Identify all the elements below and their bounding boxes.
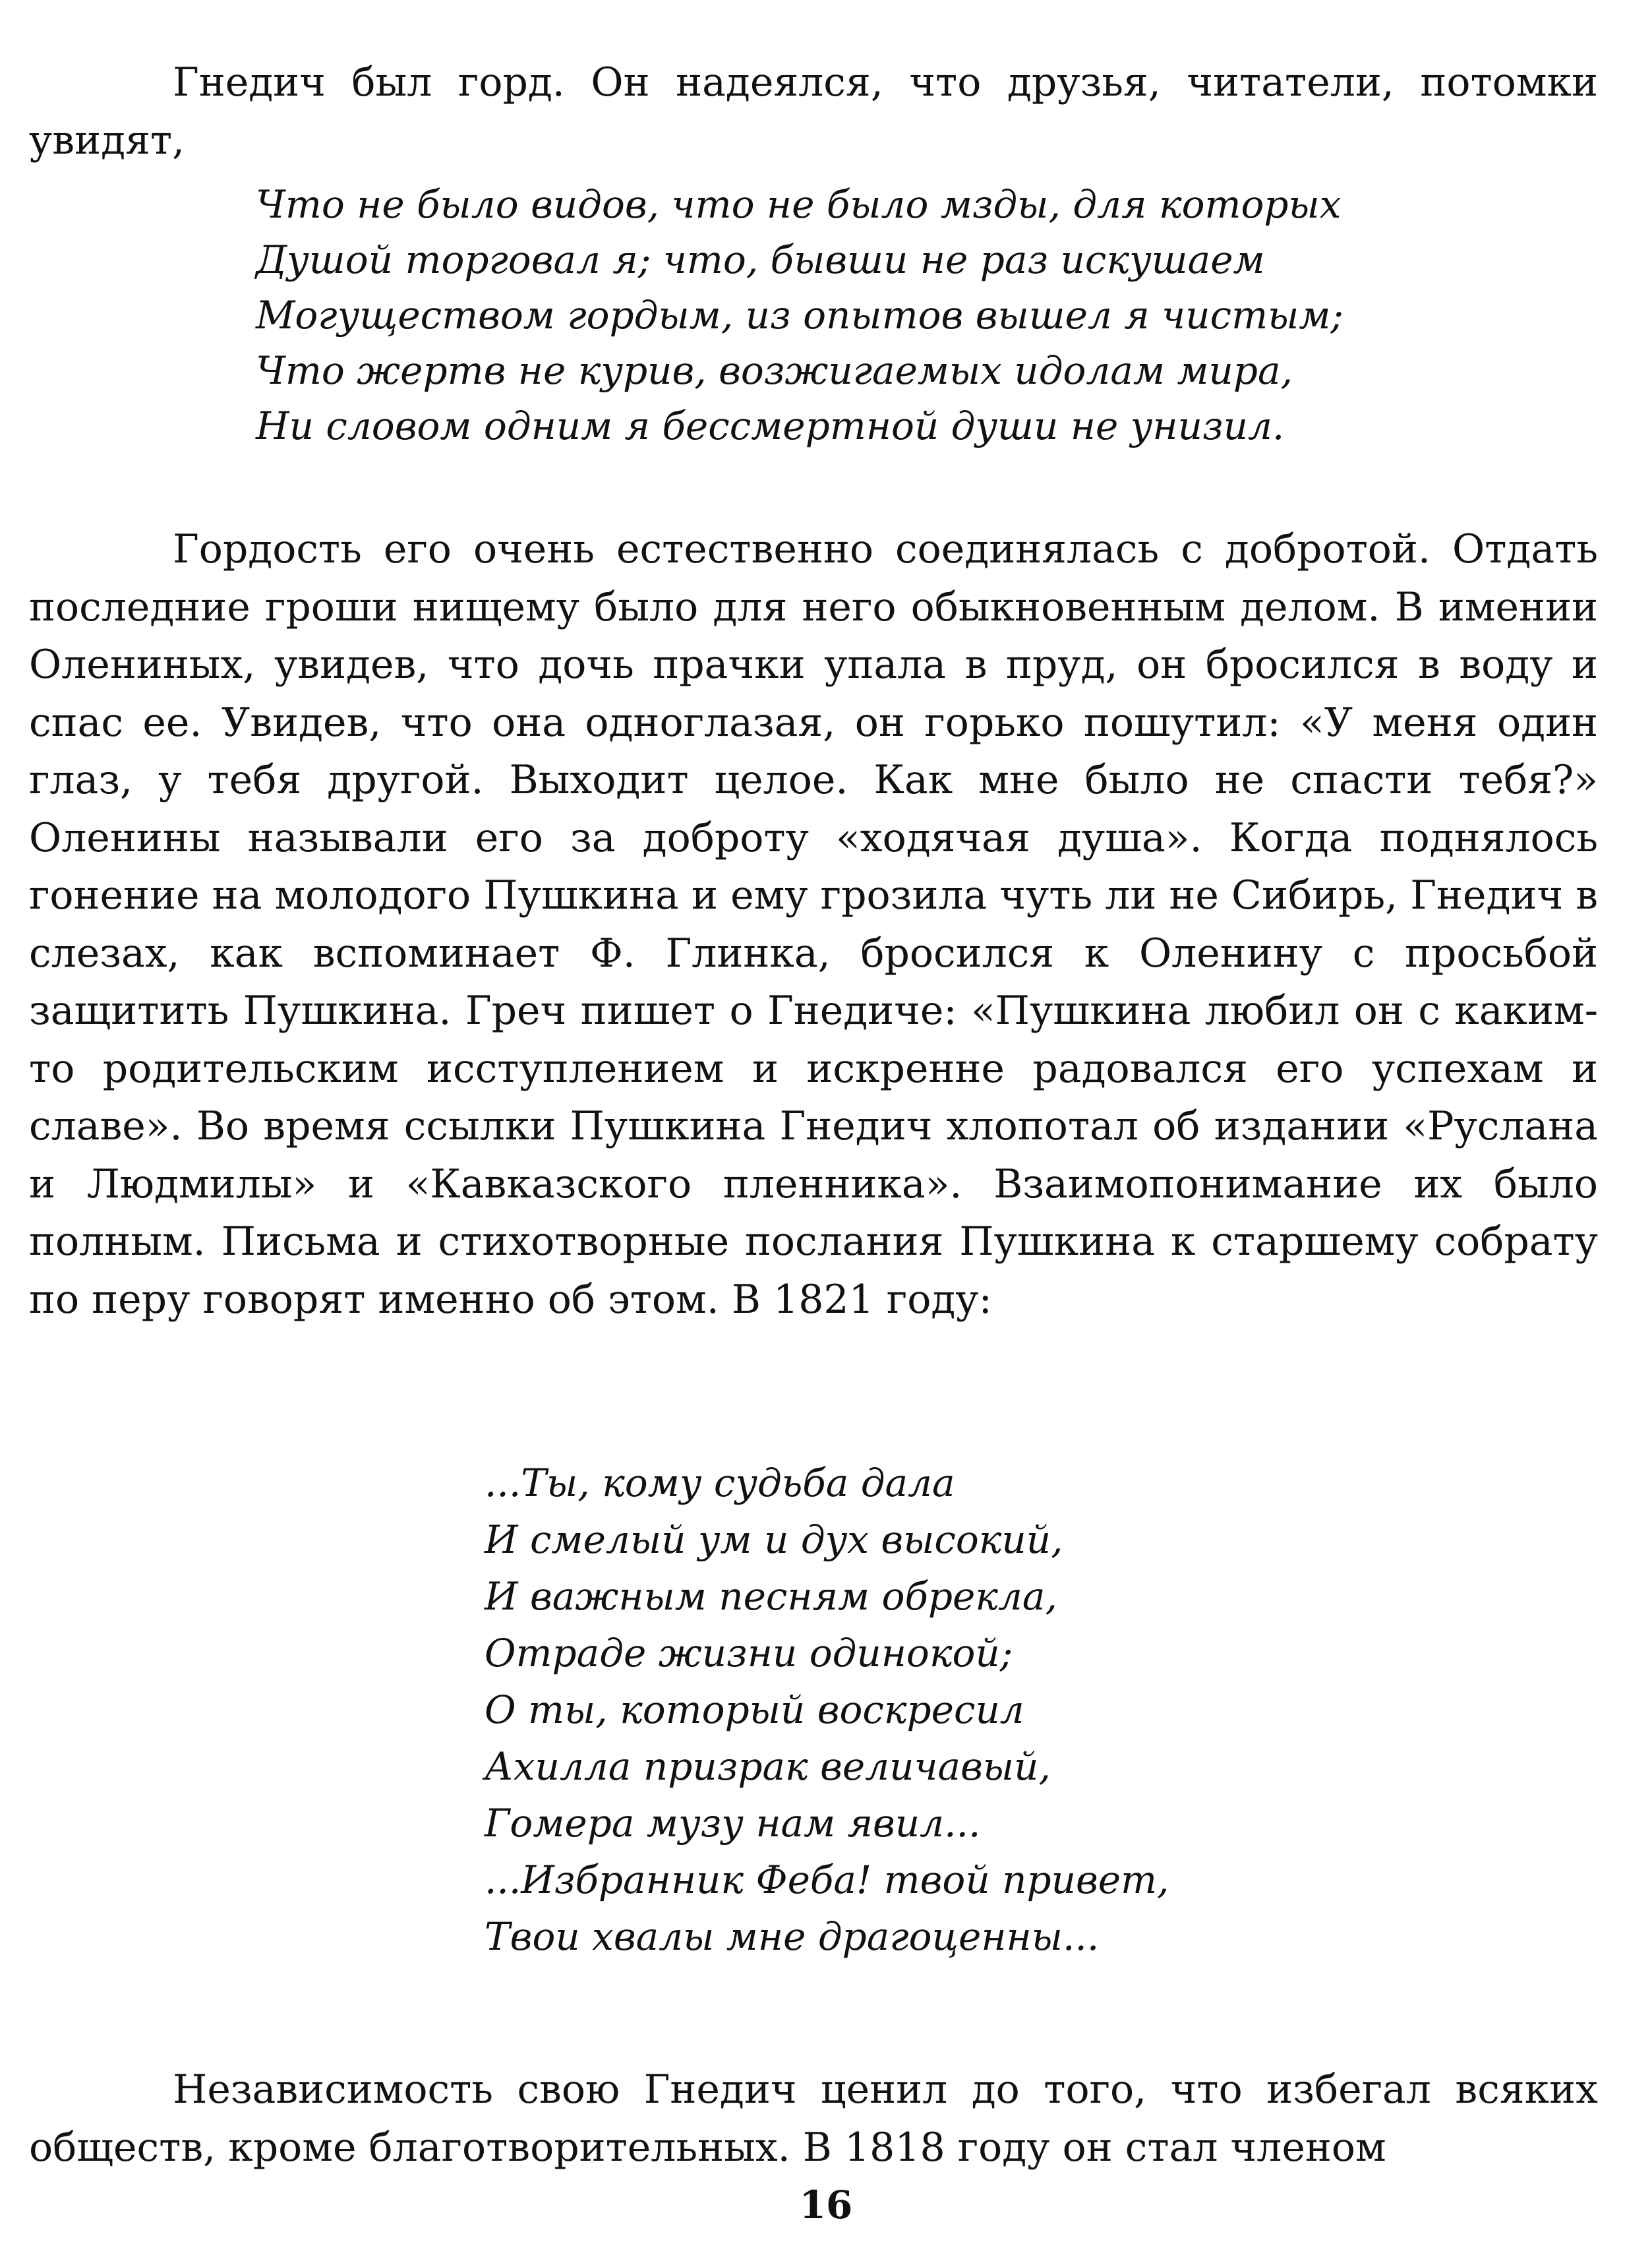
paragraph-independence: Независимость свою Гнедич ценил до того, что избегал всяких обществ, кроме благотворительных. В 1818 году он стал членом [29, 2066, 1598, 2171]
verse-line: О ты, который воскресил [485, 1687, 1024, 1732]
verse-line: И смелый ум и дух высокий, [485, 1517, 1063, 1562]
verse-line: Что жертв не курив, возжигаемых идолам мира, [256, 348, 1293, 393]
paragraph-kindness: Гордость его очень естественно соединялась с добротой. Отдать последние гроши нищему было для него обыкновенным делом. В имении Олениных, увидев, что дочь прачки упала в пруд, он бросился в воду и спас ее. Увидев, что она одноглазая, он горько пошутил: «У меня один глаз, у тебя другой. Выходит целое. Как мне было не спасти тебя?» Оленины называли его за доброту «ходячая душа». Когда поднялось гонение на молодого Пушкина и ему грозила чуть ли не Сибирь, Гнедич в слезах, как вспоминает Ф. Глинка, бросился к Оленину с просьбой защитить Пушкина. Греч пишет о Гнедиче: «Пушкина любил он с каким-то родительским исступлением и искренне радовался его успехам и славе». Во время ссылки Пушкина Гнедич хлопотал об издании «Руслана и Людмилы» и «Кавказского пленника». Взаимопонимание их было полным. Письма и стихотворные послания Пушкина к старшему собрату по перу говорят именно об этом. В 1821 году: [29, 526, 1598, 1323]
verse-line: Отраде жизни одинокой; [485, 1631, 1013, 1675]
page-number: 16 [799, 2183, 853, 2227]
paragraph-intro: Гнедич был горд. Он надеялся, что друзья, читатели, потомки увидят, [29, 59, 1598, 164]
verse-line: Душой торговал я; что, бывши не раз искушаем [256, 237, 1265, 282]
verse-quote-pushkin [485, 1455, 1169, 1965]
verse-line: ...Ты, кому судьба дала [485, 1461, 955, 1505]
verse-line: Твои хвалы мне драгоценны... [485, 1914, 1100, 1959]
verse-line: И важным песням обрекла, [485, 1574, 1057, 1619]
verse-quote-gnedich [256, 177, 1343, 454]
verse-line: Что не было видов, что не было мзды, для которых [256, 182, 1342, 227]
verse-line: Ни словом одним я бессмертной души не унизил. [256, 404, 1285, 448]
verse-line: ...Избранник Феба! твой привет, [485, 1857, 1169, 1902]
verse-line: Ахилла призрак величавый, [485, 1744, 1051, 1789]
verse-line: Гомера музу нам явил... [485, 1801, 981, 1846]
verse-line: Могуществом гордым, из опытов вышел я чистым; [256, 293, 1343, 338]
